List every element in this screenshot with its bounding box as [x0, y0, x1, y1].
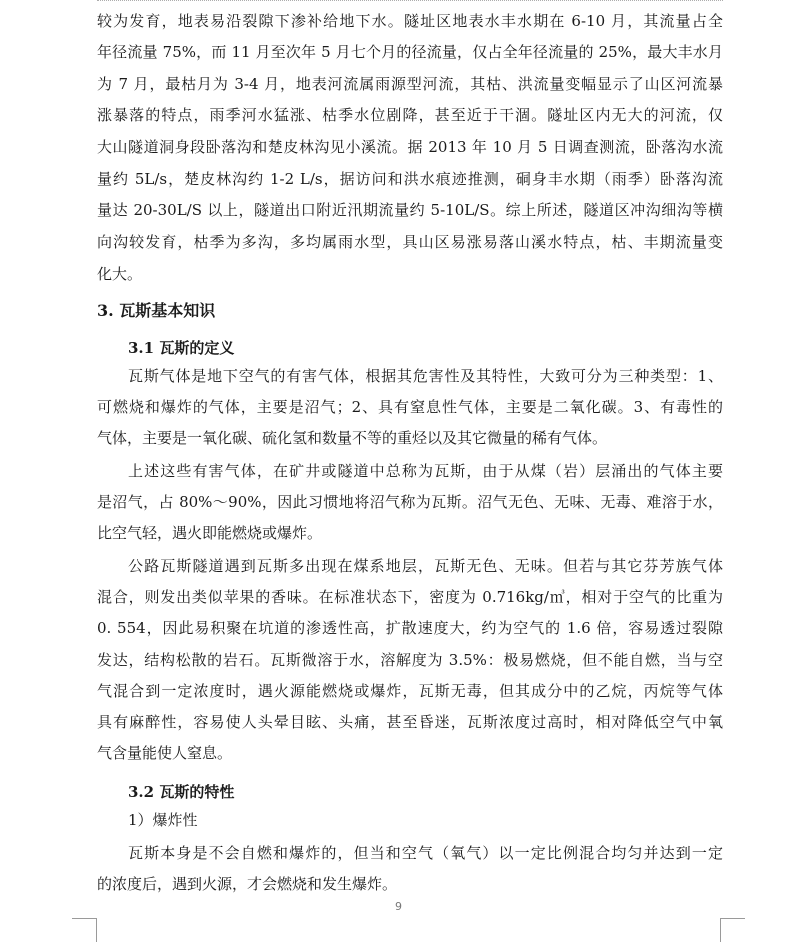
paragraph-line: 发达，结构松散的岩石。瓦斯微溶于水，溶解度为 3.5%：极易燃烧，但不能自燃，当与空	[97, 651, 723, 669]
paragraph-line: 涨暴落的特点，雨季河水猛涨、枯季水位剧降，甚至近于干涸。隧址区内无大的河流，仅	[97, 106, 723, 124]
paragraph-line: 比空气轻，遇火即能燃烧或爆炸。	[97, 524, 323, 542]
paragraph-line: 气含量能使人窒息。	[97, 744, 233, 762]
paragraph-line: 的浓度后，遇到火源，才会燃烧和发生爆炸。	[97, 875, 398, 893]
paragraph-line: 具有麻醉性，容易使人头晕目眩、头痛，甚至昏迷，瓦斯浓度过高时，相对降低空气中氧	[97, 713, 723, 731]
clipped-previous-line	[97, 0, 723, 5]
paragraph-line: 较为发育，地表易沿裂隙下渗补给地下水。隧址区地表水丰水期在 6-10 月，其流量占全	[97, 12, 723, 30]
crop-mark-left	[72, 918, 97, 942]
paragraph-line: 混合，则发出类似苹果的香味。在标准状态下，密度为 0.716kg/㎥，相对于空气的比重为	[97, 588, 723, 606]
paragraph-line: 年径流量 75%，而 11 月至次年 5 月七个月的径流量，仅占全年径流量的 25%，最大丰水月	[97, 43, 723, 61]
paragraph-line: 大山隧道洞身段卧落沟和楚皮林沟见小溪流。据 2013 年 10 月 5 日调查测流，卧落沟水流	[97, 138, 723, 156]
crop-mark-right	[720, 918, 745, 942]
paragraph-line: 瓦斯气体是地下空气的有害气体，根据其危害性及其特性，大致可分为三种类型：1、	[128, 367, 723, 385]
subsection-heading: 3.2 瓦斯的特性	[128, 783, 235, 801]
list-item-label: 1）爆炸性	[128, 811, 198, 829]
page-number: 9	[395, 900, 402, 913]
paragraph-line: 气体，主要是一氧化碳、硫化氢和数量不等的重烃以及其它微量的稀有气体。	[97, 429, 608, 447]
paragraph-line: 向沟较发育，枯季为多沟，多均属雨水型，具山区易涨易落山溪水特点，枯、丰期流量变	[97, 233, 723, 251]
paragraph-line: 气混合到一定浓度时，遇火源能燃烧或爆炸，瓦斯无毒，但其成分中的乙烷，丙烷等气体	[97, 682, 723, 700]
paragraph-line: 公路瓦斯隧道遇到瓦斯多出现在煤系地层，瓦斯无色、无味。但若与其它芬芳族气体	[128, 557, 723, 575]
paragraph-line: 为 7 月，最枯月为 3-4 月，地表河流属雨源型河流，其枯、洪流量变幅显示了山区河流暴	[97, 75, 723, 93]
paragraph-line: 量达 20-30L/S 以上，隧道出口附近汛期流量约 5-10L/S。综上所述，隧道区冲沟细沟等横	[97, 201, 723, 219]
paragraph-line: 上述这些有害气体，在矿井或隧道中总称为瓦斯，由于从煤（岩）层涌出的气体主要	[128, 462, 723, 480]
paragraph-line: 是沼气，占 80%～90%，因此习惯地将沼气称为瓦斯。沼气无色、无味、无毒、难溶于水，	[97, 493, 723, 511]
paragraph-line: 量约 5L/s，楚皮林沟约 1-2 L/s，据访问和洪水痕迹推测，硐身丰水期（雨季）卧落沟流	[97, 170, 723, 188]
paragraph-line: 0. 554，因此易积聚在坑道的渗透性高，扩散速度大，约为空气的 1.6 倍，容易透过裂隙	[97, 619, 723, 637]
paragraph-line: 可燃烧和爆炸的气体，主要是沼气；2、具有窒息性气体，主要是二氧化碳。3、有毒性的	[97, 398, 723, 416]
paragraph-line: 瓦斯本身是不会自燃和爆炸的，但当和空气（氧气）以一定比例混合均匀并达到一定	[128, 844, 723, 862]
section-heading: 3. 瓦斯基本知识	[97, 301, 216, 320]
subsection-heading: 3.1 瓦斯的定义	[128, 339, 235, 357]
paragraph-line: 化大。	[97, 265, 143, 283]
